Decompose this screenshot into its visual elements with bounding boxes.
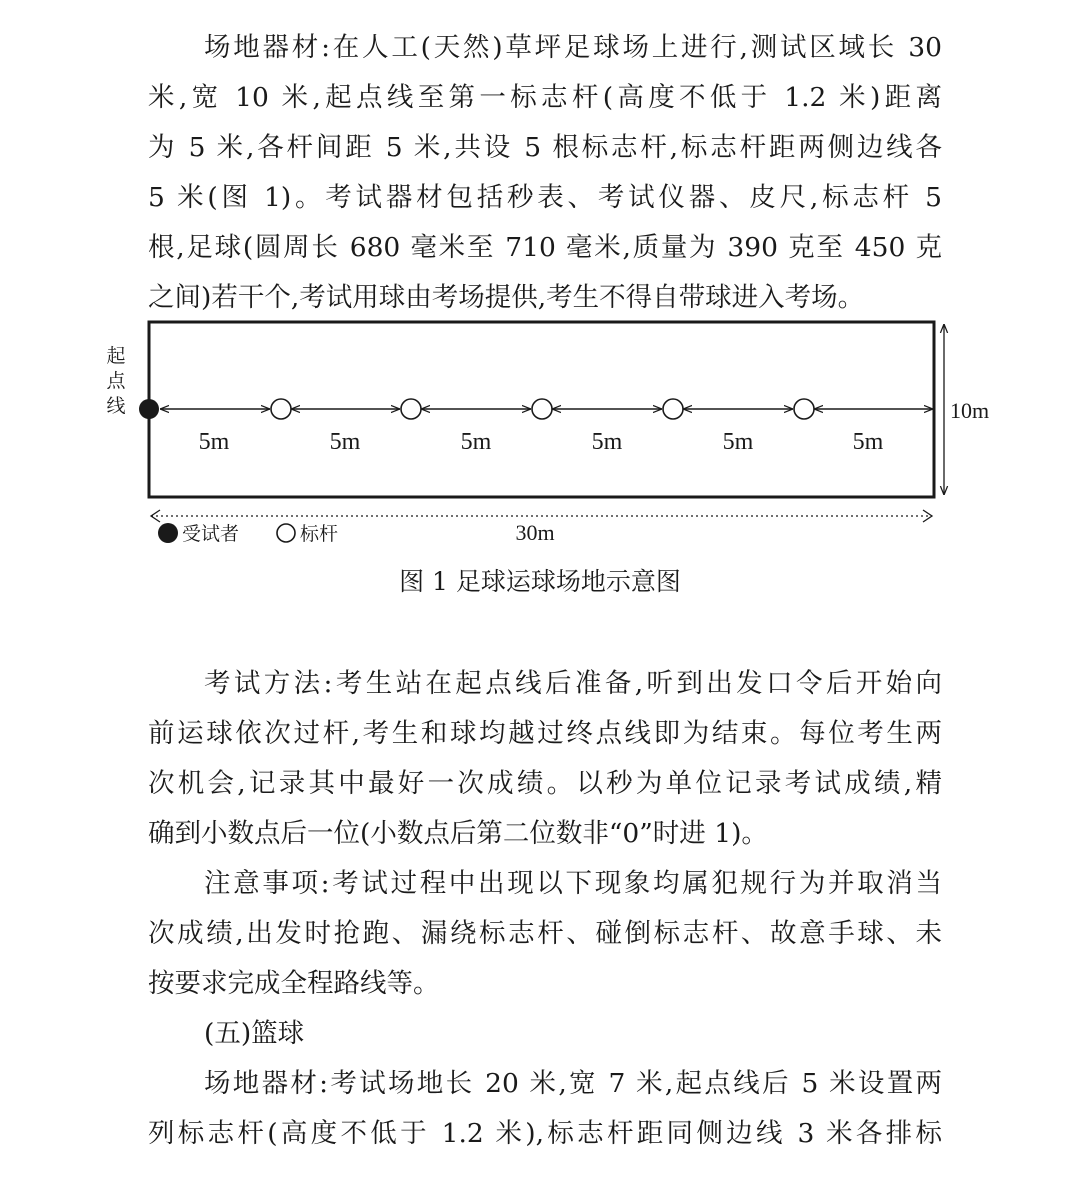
pole-1 [271,399,291,419]
pole-2 [401,399,421,419]
width-label: 10m [950,398,990,423]
para1-line-3: 为 5 米,各杆间距 5 米,共设 5 根标志杆,标志杆距两侧边线各 [148,132,942,163]
segment-label-5: 5m [722,429,754,455]
subject-marker [139,399,159,419]
para3-line-1: 注意事项:考试过程中出现以下现象均属犯规行为并取消当 [204,868,942,899]
para1-line-2: 米,宽 10 米,起点线至第一标志杆(高度不低于 1.2 米)距离 [148,82,942,113]
pole-4 [663,399,683,419]
start-line-label-1: 起 [106,346,126,367]
para3-line-2: 次成绩,出发时抢跑、漏绕标志杆、碰倒标志杆、故意手球、未 [148,918,942,949]
legend-subject-label: 受试者 [182,524,240,545]
legend-subject-icon [158,523,178,543]
pole-3 [532,399,552,419]
figure-caption: 图 1 足球运球场地示意图 [399,567,681,596]
segment-label-6: 5m [852,429,884,455]
para1-line-5: 根,足球(圆周长 680 毫米至 710 毫米,质量为 390 克至 450 克 [148,232,942,263]
para2-line-1: 考试方法:考生站在起点线后准备,听到出发口令后开始向 [204,668,942,699]
para1-line-4: 5 米(图 1)。考试器材包括秒表、考试仪器、皮尺,标志杆 5 [148,182,942,213]
segment-label-3: 5m [460,429,492,455]
para2-line-4: 确到小数点后一位(小数点后第二位数非“0”时进 1)。 [148,818,768,849]
pole-5 [794,399,814,419]
section-heading-basketball: (五)篮球 [204,1018,305,1049]
para2-line-2: 前运球依次过杆,考生和球均越过终点线即为结束。每位考生两 [148,718,942,749]
para3-line-3: 按要求完成全程路线等。 [148,968,440,999]
legend-pole-icon [277,524,295,542]
para4-line-1: 场地器材:考试场地长 20 米,宽 7 米,起点线后 5 米设置两 [204,1068,942,1099]
para4-line-2: 列标志杆(高度不低于 1.2 米),标志杆距同侧边线 3 米各排标 [148,1118,942,1149]
para2-line-3: 次机会,记录其中最好一次成绩。以秒为单位记录考试成绩,精 [148,768,942,799]
length-label: 30m [515,520,555,545]
segment-label-2: 5m [329,429,361,455]
legend-pole-label: 标杆 [300,524,339,545]
segment-label-4: 5m [591,429,623,455]
para1-line-1: 场地器材:在人工(天然)草坪足球场上进行,测试区域长 30 [204,32,942,63]
para1-line-6: 之间)若干个,考试用球由考场提供,考生不得自带球进入考场。 [148,282,865,313]
start-line-label-2: 点 [106,371,126,392]
segment-label-1: 5m [198,429,230,455]
start-line-label-3: 线 [106,396,126,417]
